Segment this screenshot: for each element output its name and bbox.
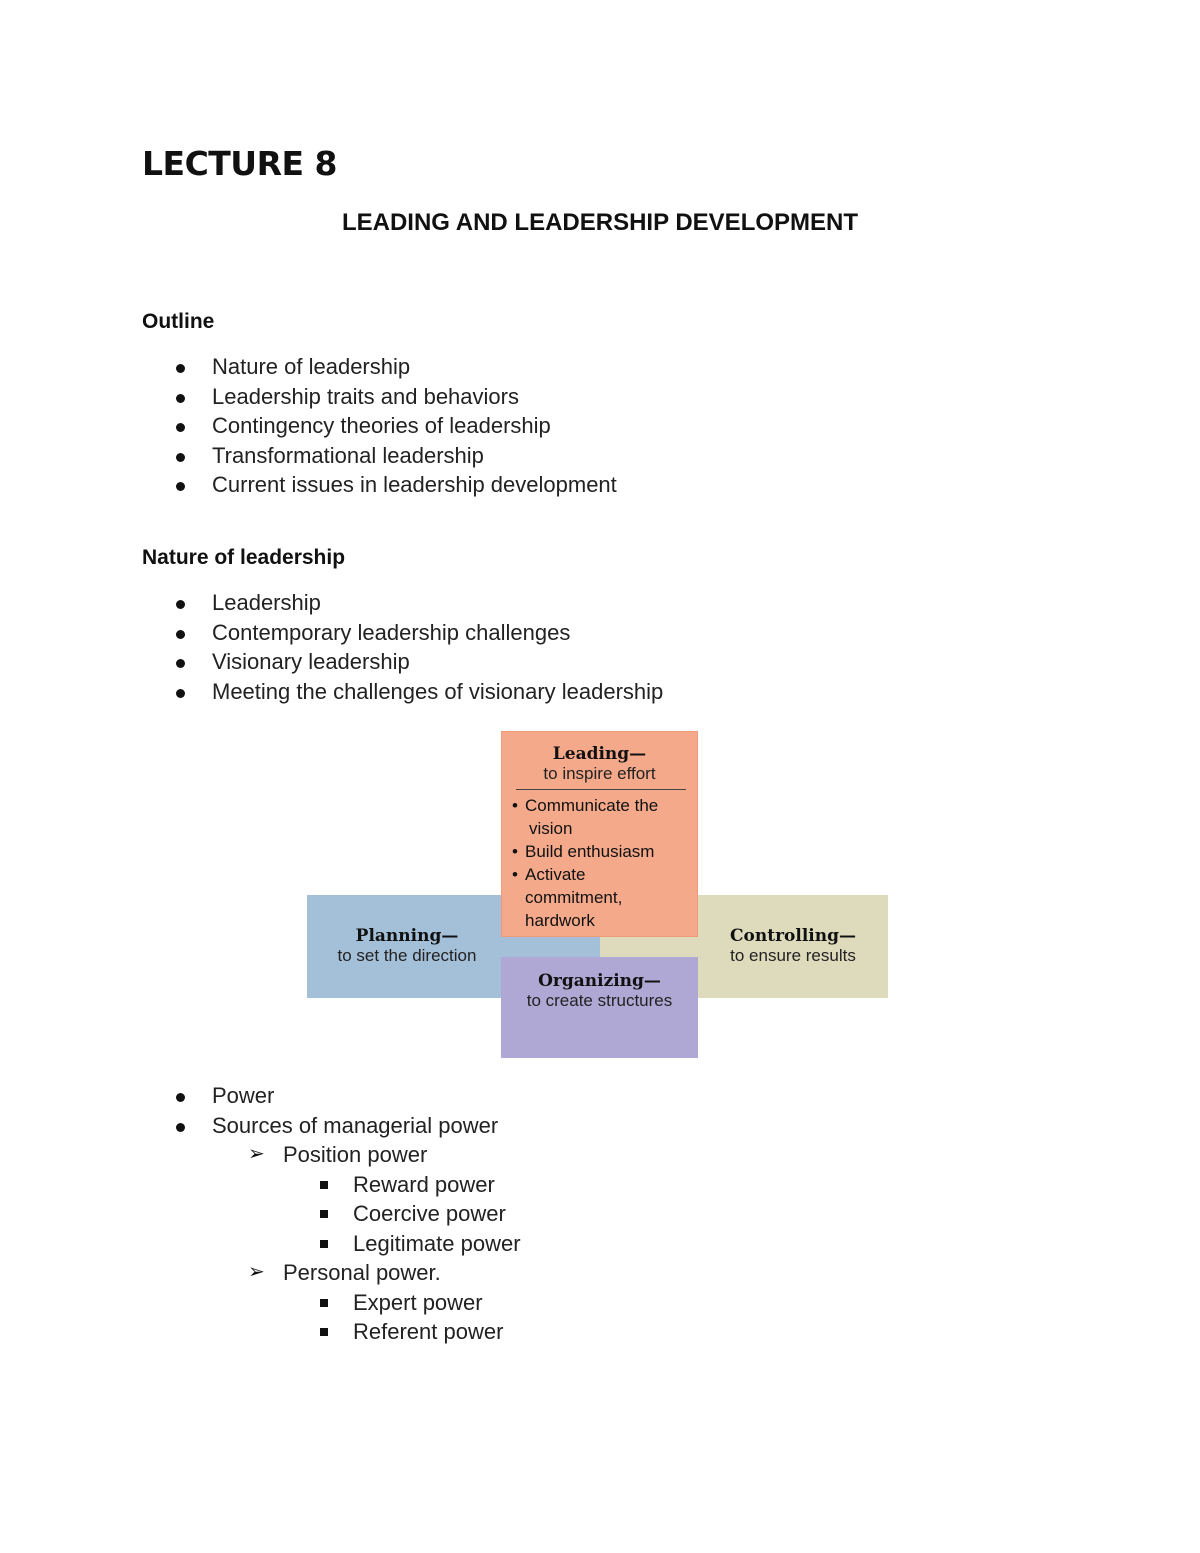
list-item: Coercive power xyxy=(142,1199,521,1229)
list-item: Expert power xyxy=(142,1288,521,1318)
bullet-icon xyxy=(176,394,185,403)
square-bullet-icon xyxy=(320,1240,328,1248)
list-item: • Activate commitment, hardwork xyxy=(512,865,623,930)
list-item: Reward power xyxy=(142,1170,521,1200)
arrow-bullet-icon: ➢ xyxy=(248,1143,265,1165)
bullet-icon xyxy=(176,689,185,698)
list-item: ➢ Personal power. xyxy=(142,1258,521,1288)
list-item: Visionary leadership xyxy=(142,647,663,677)
bullet-icon xyxy=(176,1123,185,1132)
outline-heading: Outline xyxy=(142,310,215,333)
list-item: • Communicate the vision xyxy=(512,796,659,838)
square-bullet-icon xyxy=(320,1181,328,1189)
list-item: Meeting the challenges of visionary leadership xyxy=(142,677,663,707)
list-item: Transformational leadership xyxy=(142,441,617,471)
page-title: LEADING AND LEADERSHIP DEVELOPMENT xyxy=(341,209,859,236)
controlling-label: Controlling— to ensure results xyxy=(730,926,856,965)
leading-label: Leading— to inspire effort xyxy=(543,744,656,783)
bullet-icon: • xyxy=(512,842,518,861)
planning-label: Planning— to set the direction xyxy=(337,926,477,965)
list-item: ➢ Position power xyxy=(142,1140,521,1170)
list-item: Sources of managerial power xyxy=(142,1111,521,1141)
bullet-icon xyxy=(176,453,185,462)
list-item: Current issues in leadership development xyxy=(142,470,617,500)
lecture-number: LECTURE 8 xyxy=(142,144,337,183)
nature-heading: Nature of leadership xyxy=(142,546,346,569)
square-bullet-icon xyxy=(320,1210,328,1218)
list-item: Leadership xyxy=(142,588,663,618)
list-item: • Build enthusiasm xyxy=(512,842,655,861)
leading-divider xyxy=(516,789,686,790)
list-item: Power xyxy=(142,1081,521,1111)
bullet-icon xyxy=(176,423,185,432)
arrow-bullet-icon: ➢ xyxy=(248,1261,265,1283)
bullet-icon xyxy=(176,364,185,373)
bullet-icon: • xyxy=(512,865,518,884)
square-bullet-icon xyxy=(320,1328,328,1336)
list-item: Legitimate power xyxy=(142,1229,521,1259)
bullet-icon xyxy=(176,1093,185,1102)
leading-bullets xyxy=(511,794,658,932)
power-list xyxy=(142,1081,521,1347)
bullet-icon xyxy=(176,600,185,609)
list-item: Leadership traits and behaviors xyxy=(142,382,617,412)
bullet-icon xyxy=(176,659,185,668)
bullet-icon xyxy=(176,482,185,491)
list-item: Contingency theories of leadership xyxy=(142,411,617,441)
list-item: Contemporary leadership challenges xyxy=(142,618,663,648)
organizing-label: Organizing— to create structures xyxy=(526,971,673,1010)
nature-list xyxy=(142,588,663,706)
bullet-icon xyxy=(176,630,185,639)
bullet-icon: • xyxy=(512,796,518,815)
list-item: Nature of leadership xyxy=(142,352,617,382)
list-item: Referent power xyxy=(142,1317,521,1347)
outline-list xyxy=(142,352,617,500)
square-bullet-icon xyxy=(320,1299,328,1307)
